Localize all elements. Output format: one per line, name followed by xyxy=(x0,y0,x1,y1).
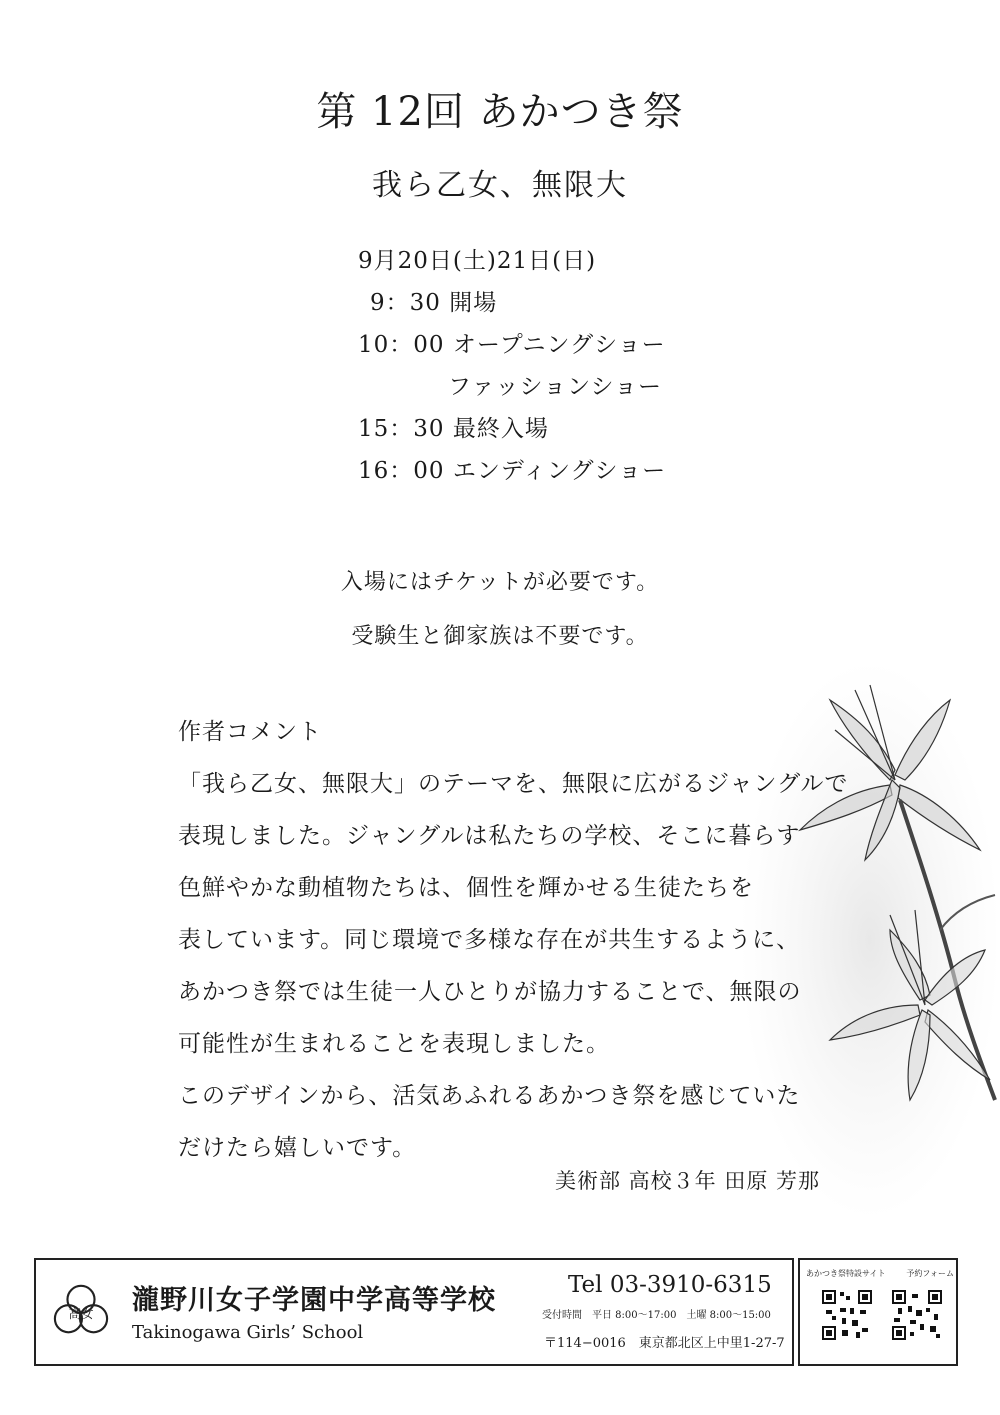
school-info-box xyxy=(34,1258,794,1366)
school-emblem-icon xyxy=(52,1282,110,1340)
comment-line: 可能性が生まれることを表現しました。 xyxy=(178,1031,610,1057)
school-name-jp: 瀧野川女子学園中学高等学校 xyxy=(132,1285,496,1316)
school-phone: Tel 03-3910-6315 xyxy=(568,1272,772,1298)
comment-line: だけたら嬉しいです。 xyxy=(178,1135,417,1161)
comment-line: このデザインから、活気あふれるあかつき祭を感じていた xyxy=(178,1083,801,1109)
artist-signature: 美術部 高校３年 田原 芳那 xyxy=(554,1169,820,1193)
festival-title: 第 12回 あかつき祭 xyxy=(316,89,684,135)
notice-line: 入場にはチケットが必要です。 xyxy=(340,570,660,595)
comment-line: あかつき祭では生徒一人ひとりが協力することで、無限の xyxy=(178,979,802,1005)
festival-date: 9月20日(土)21日(日) xyxy=(358,248,597,274)
qr-code-icon[interactable] xyxy=(892,1290,942,1340)
school-name-en: Takinogawa Girls’ School xyxy=(132,1322,364,1343)
schedule-item: 10：00 オープニングショー xyxy=(358,332,666,358)
schedule xyxy=(358,240,778,492)
comment-line: 色鮮やかな動植物たちは、個性を輝かせる生徒たちを xyxy=(178,875,754,901)
comment-line: 「我ら乙女、無限大」のテーマを、無限に広がるジャングルで xyxy=(178,771,849,797)
school-address: 〒114−0016 東京都北区上中里1-27-7 xyxy=(544,1336,785,1351)
comment-line: 表現しました。ジャングルは私たちの学校、そこに暮らす xyxy=(178,823,801,849)
artist-comment xyxy=(178,706,849,1174)
schedule-item: 9：30 開場 xyxy=(370,290,498,316)
qr-label-site: あかつき祭特設サイト xyxy=(806,1269,886,1278)
schedule-item: 16：00 エンディングショー xyxy=(358,458,667,484)
reception-hours: 受付時間 平日 8:00〜17:00 土曜 8:00〜15:00 xyxy=(542,1310,771,1321)
notice-line: 受験生と御家族は不要です。 xyxy=(351,624,649,649)
qr-code-icon[interactable] xyxy=(822,1290,872,1340)
comment-heading: 作者コメント xyxy=(178,719,322,745)
schedule-item: 15：30 最終入場 xyxy=(358,416,549,442)
ticket-notice xyxy=(0,556,1000,664)
qr-label-reservation: 予約フォーム xyxy=(906,1269,954,1278)
festival-theme: 我ら乙女、無限大 xyxy=(372,168,628,203)
qr-codes-box xyxy=(798,1258,958,1366)
comment-line: 表しています。同じ環境で多様な存在が共生するように、 xyxy=(178,927,801,953)
emblem-text: 高女 xyxy=(68,1305,94,1321)
schedule-item: ファッションショー xyxy=(448,374,663,400)
